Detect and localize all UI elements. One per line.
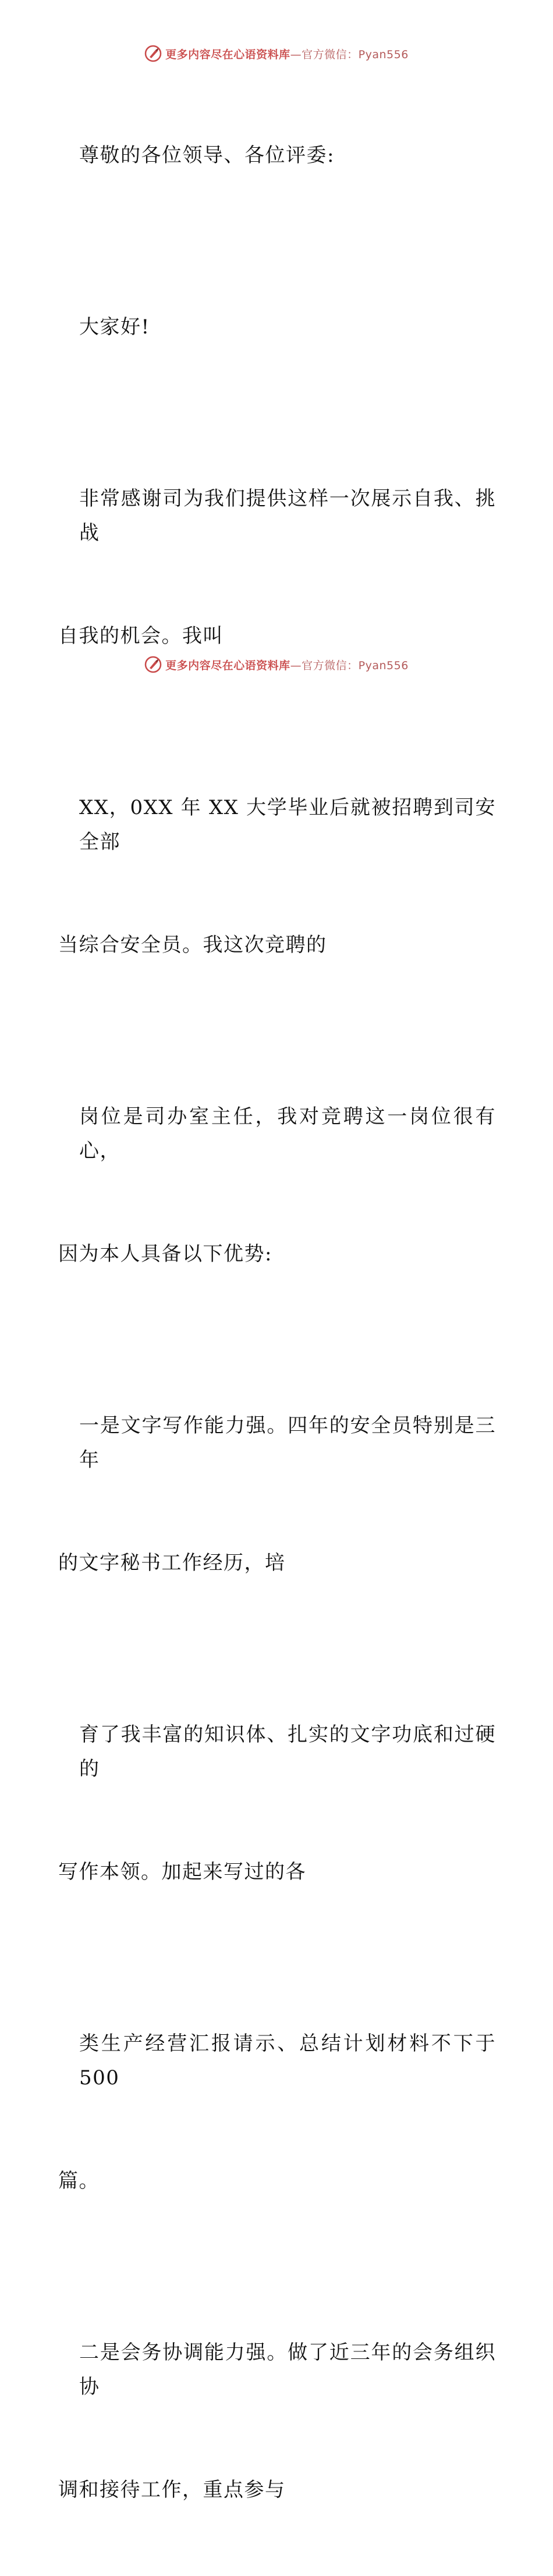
header-wechat-text: 官方微信：Pyan556 bbox=[302, 48, 409, 61]
text-line: XX，0XX 年 XX 大学毕业后就被招聘到司安全部 bbox=[79, 796, 496, 854]
footer-banner-text bbox=[165, 657, 409, 673]
text-line: 尊敬的各位领导、各位评委: bbox=[79, 144, 335, 167]
footer-wechat-text: 官方微信：Pyan556 bbox=[302, 659, 409, 672]
footer-dash: — bbox=[290, 659, 302, 672]
text-line: 岗位是司办室主任，我对竞聘这一岗位很有心， bbox=[79, 1105, 496, 1163]
pen-nib-logo-icon bbox=[144, 656, 162, 673]
body-paragraph bbox=[58, 1649, 496, 1958]
body-paragraph bbox=[58, 1340, 496, 1649]
text-line: 篇。 bbox=[58, 2169, 100, 2193]
pen-nib-logo-icon bbox=[144, 45, 162, 62]
text-line: 的文字秘书工作经历，培 bbox=[58, 1551, 286, 1575]
salutation-paragraph bbox=[58, 70, 496, 241]
body-paragraph bbox=[58, 2267, 496, 2576]
body-paragraph bbox=[58, 1958, 504, 2267]
text-line: 一是文字写作能力强。四年的安全员特别是三年 bbox=[79, 1414, 496, 1472]
footer-site-text: 更多内容尽在心语资料库 bbox=[165, 659, 290, 672]
document-body bbox=[58, 70, 504, 2576]
text-line: 非常感谢司为我们提供这样一次展示自我、挑战 bbox=[79, 487, 496, 545]
text-line: 因为本人具备以下优势: bbox=[58, 1242, 272, 1266]
header-banner-text bbox=[165, 46, 409, 62]
text-line: 自我的机会。我叫 bbox=[58, 624, 224, 648]
text-line: 写作本领。加起来写过的各 bbox=[58, 1860, 306, 1884]
header-banner bbox=[0, 42, 553, 65]
text-line: 调和接待工作，重点参与 bbox=[58, 2478, 286, 2502]
text-line: 当综合安全员。我这次竞聘的 bbox=[58, 933, 327, 957]
header-site-text: 更多内容尽在心语资料库 bbox=[165, 48, 290, 61]
header-dash: — bbox=[290, 48, 302, 61]
text-line: 二是会务协调能力强。做了近三年的会务组织协 bbox=[79, 2341, 496, 2399]
body-paragraph bbox=[58, 1031, 496, 1340]
text-line: 大家好! bbox=[79, 315, 150, 339]
text-line: 育了我丰富的知识体、扎实的文字功底和过硬的 bbox=[79, 1723, 496, 1781]
body-paragraph bbox=[58, 722, 496, 1031]
text-line: 类生产经营汇报请示、总结计划材料不下于 500 bbox=[79, 2032, 504, 2090]
greeting-paragraph bbox=[58, 241, 496, 413]
footer-banner bbox=[0, 653, 553, 676]
